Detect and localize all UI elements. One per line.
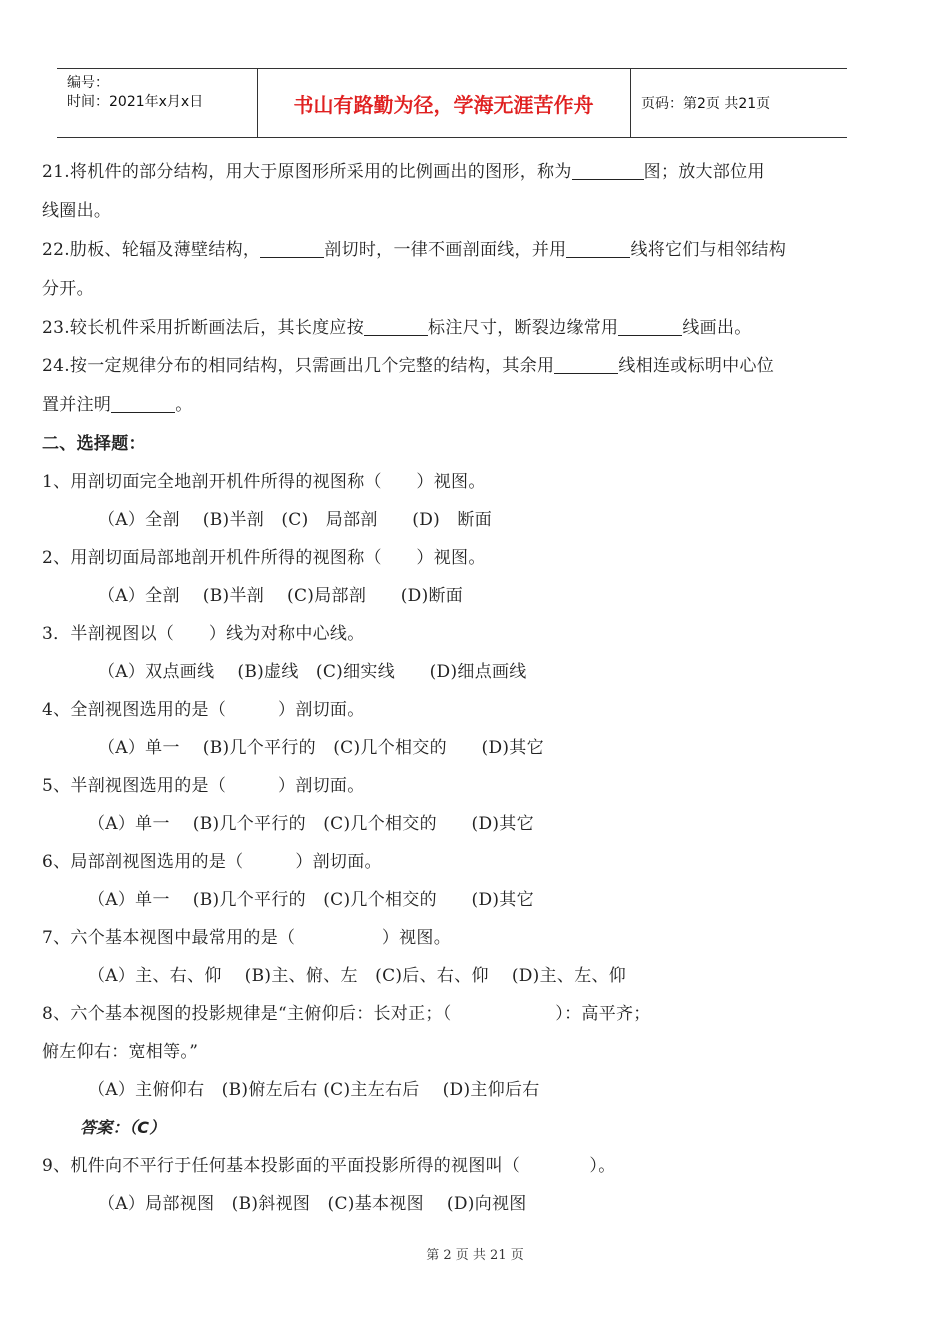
question-22-line-2: 分开。 [42,279,94,299]
page-header [57,68,847,138]
question-8-answer: 答案：（C） [80,1118,166,1137]
motto: 书山有路勤为径，学海无涯苦作舟 [293,92,594,117]
time-label: 时间：2021年x月x日 [67,94,204,110]
answer-blank [111,395,175,413]
question-1-options: （A）全剖 (B)半剖 (C) 局部剖 (D) 断面 [98,510,493,530]
question-21-line-1 [42,160,765,184]
q23-text-a: 23.较长机件采用折断画法后，其长度应按 [42,318,365,338]
q22-text-a: 22.肋板、轮辐及薄壁结构， [42,240,261,260]
question-2-options: （A）全剖 (B)半剖 (C)局部剖 (D)断面 [98,586,464,606]
answer-blank [566,240,630,258]
question-6-options: （A）单一 (B)几个平行的 (C)几个相交的 (D)其它 [88,890,534,910]
answer-blank [554,356,618,374]
question-23-line [42,316,752,340]
header-page-cell [631,69,847,137]
question-5-options: （A）单一 (B)几个平行的 (C)几个相交的 (D)其它 [88,814,534,834]
question-8-continued: 俯左仰右：宽相等。” [42,1042,199,1062]
question-7-options: （A）主、右、仰 (B)主、俯、左 (C)后、右、仰 (D)主、左、仰 [88,966,627,986]
question-9-options: （A）局部视图 (B)斜视图 (C)基本视图 (D)向视图 [98,1194,527,1214]
q22-text-b: 剖切时，一律不画剖面线，并用 [324,240,567,260]
question-5: 5、半剖视图选用的是（ ）剖切面。 [42,776,365,796]
question-3-options: （A）双点画线 (B)虚线 (C)细实线 (D)细点画线 [98,662,527,682]
q24-text-d: 。 [175,395,193,415]
question-4-options: （A）单一 (B)几个平行的 (C)几个相交的 (D)其它 [98,738,544,758]
answer-blank [260,240,324,258]
q21-text-a: 21.将机件的部分结构，用大于原图形所采用的比例画出的图形，称为 [42,162,572,182]
q24-text-c: 置并注明 [42,395,112,415]
question-7: 7、六个基本视图中最常用的是（ ）视图。 [42,928,452,948]
number-label: 编号： [67,75,109,91]
question-24-line-2 [42,393,193,417]
q24-text-b: 线相连或标明中心位 [618,356,775,376]
header-meta-cell [57,69,258,137]
page-footer: 第 2 页 共 21 页 [426,1248,524,1263]
question-8: 8、六个基本视图的投影规律是“主俯仰后：长对正；（ ）：高平齐； [42,1004,651,1024]
question-8-options: （A）主俯仰右 (B)俯左后右 (C)主左右后 (D)主仰后右 [88,1080,540,1100]
question-21-line-2: 线圈出。 [42,201,112,221]
question-24-line-1 [42,354,774,378]
q21-text-b: 图；放大部位用 [643,162,765,182]
q23-text-b: 标注尺寸，断裂边缘常用 [428,318,619,338]
question-1: 1、用剖切面完全地剖开机件所得的视图称（ ）视图。 [42,472,486,492]
section-title: 二、选择题： [42,434,146,454]
answer-blank [618,318,682,336]
question-3: 3．半剖视图以（ ）线为对称中心线。 [42,624,365,644]
question-9: 9、机件向不平行于任何基本投影面的平面投影所得的视图叫（ ）。 [42,1156,616,1176]
q22-text-c: 线将它们与相邻结构 [630,240,787,260]
header-motto-cell [257,69,631,137]
question-6: 6、局部剖视图选用的是（ ）剖切面。 [42,852,382,872]
question-4: 4、全剖视图选用的是（ ）剖切面。 [42,700,365,720]
page-info: 页码：第2页 共21页 [641,96,771,112]
question-2: 2、用剖切面局部地剖开机件所得的视图称（ ）视图。 [42,548,486,568]
q24-text-a: 24.按一定规律分布的相同结构，只需画出几个完整的结构，其余用 [42,356,555,376]
answer-blank [364,318,428,336]
question-22-line-1 [42,238,786,262]
q23-text-c: 线画出。 [682,318,752,338]
answer-blank [572,162,644,180]
